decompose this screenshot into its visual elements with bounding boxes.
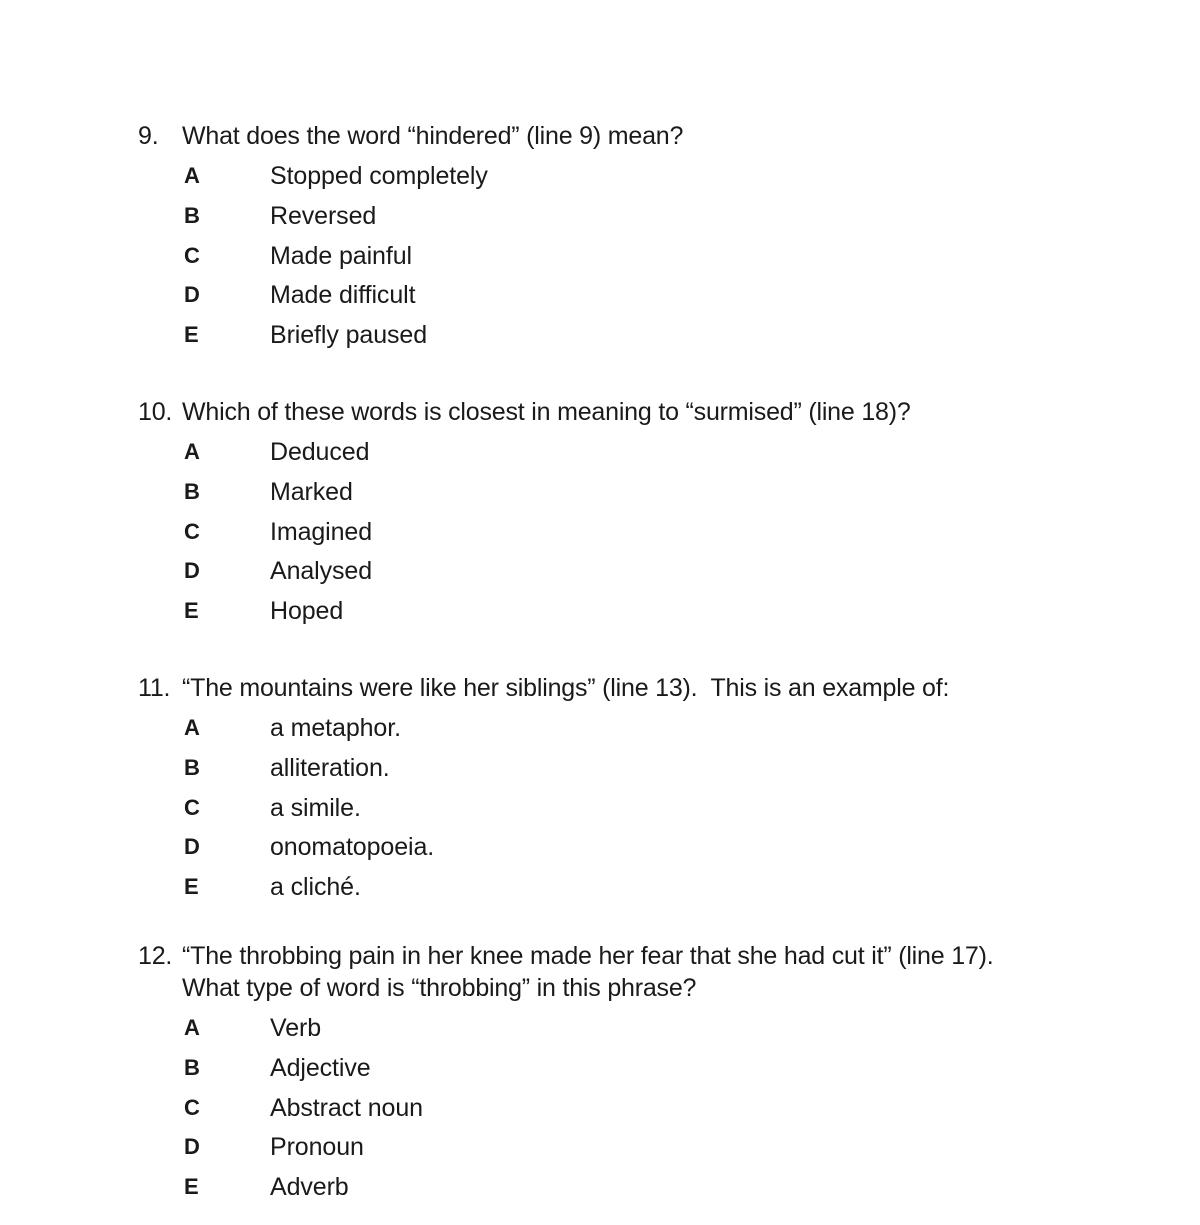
option-text: a simile. bbox=[270, 793, 361, 822]
answer-option-e[interactable] bbox=[138, 595, 1098, 635]
option-letter: B bbox=[184, 1054, 200, 1080]
option-letter: D bbox=[184, 834, 200, 860]
question-text: Which of these words is closest in meaning to “surmised” (line 18)? bbox=[182, 398, 911, 426]
question-number: 12. bbox=[138, 942, 173, 970]
question-number: 11. bbox=[138, 674, 171, 702]
question-stem bbox=[138, 672, 1098, 704]
option-letter: E bbox=[184, 1174, 199, 1199]
question-stem bbox=[138, 396, 1098, 428]
option-text: Marked bbox=[270, 477, 353, 506]
answer-option-e[interactable] bbox=[138, 871, 1098, 911]
option-letter: E bbox=[184, 322, 199, 347]
answer-option-d[interactable] bbox=[138, 279, 1098, 319]
option-text: Pronoun bbox=[270, 1133, 364, 1162]
answer-option-b[interactable] bbox=[138, 752, 1098, 792]
answer-option-d[interactable] bbox=[138, 555, 1098, 595]
question-10 bbox=[138, 396, 1098, 635]
option-text: Deduced bbox=[270, 438, 370, 466]
option-letter: B bbox=[184, 202, 200, 228]
answer-option-c[interactable] bbox=[138, 516, 1098, 556]
question-text-line-2: What type of word is “throbbing” in this phrase? bbox=[182, 974, 697, 1002]
option-letter: C bbox=[184, 794, 200, 820]
option-letter: D bbox=[184, 282, 200, 308]
question-stem bbox=[138, 120, 1098, 152]
option-letter: E bbox=[184, 598, 199, 623]
question-text: “The throbbing pain in her knee made her fear that she had cut it” (line 17). bbox=[182, 942, 994, 970]
option-text: Made difficult bbox=[270, 281, 416, 310]
question-stem bbox=[138, 940, 1098, 1004]
option-letter: B bbox=[184, 754, 200, 780]
option-text: Stopped completely bbox=[270, 162, 488, 190]
answer-option-e[interactable] bbox=[138, 319, 1098, 359]
option-letter: D bbox=[184, 1134, 200, 1160]
option-text: Adverb bbox=[270, 1173, 349, 1201]
option-letter: C bbox=[184, 518, 200, 544]
option-text: Analysed bbox=[270, 557, 373, 586]
question-11 bbox=[138, 672, 1098, 911]
answer-option-a[interactable] bbox=[138, 1012, 1098, 1052]
answer-options bbox=[138, 1012, 1098, 1211]
option-text: alliteration. bbox=[270, 753, 390, 782]
answer-options bbox=[138, 160, 1098, 359]
option-text: Adjective bbox=[270, 1053, 371, 1082]
question-text: “The mountains were like her siblings” (line 13). This is an example of: bbox=[182, 674, 950, 702]
option-letter: E bbox=[184, 874, 199, 899]
answer-option-a[interactable] bbox=[138, 436, 1098, 476]
question-number: 9. bbox=[138, 122, 159, 150]
option-text: Made painful bbox=[270, 241, 412, 270]
option-text: a metaphor. bbox=[270, 714, 401, 742]
option-letter: C bbox=[184, 242, 200, 268]
answer-option-d[interactable] bbox=[138, 1131, 1098, 1171]
option-letter: C bbox=[184, 1094, 200, 1120]
answer-option-e[interactable] bbox=[138, 1171, 1098, 1211]
option-text: Briefly paused bbox=[270, 321, 428, 349]
answer-option-b[interactable] bbox=[138, 1052, 1098, 1092]
answer-option-c[interactable] bbox=[138, 792, 1098, 832]
option-letter: A bbox=[184, 163, 200, 188]
question-9 bbox=[138, 120, 1098, 359]
option-letter: D bbox=[184, 558, 200, 584]
answer-options bbox=[138, 436, 1098, 635]
option-text: Reversed bbox=[270, 201, 377, 230]
option-text: Abstract noun bbox=[270, 1093, 423, 1122]
answer-options bbox=[138, 712, 1098, 911]
answer-option-b[interactable] bbox=[138, 476, 1098, 516]
option-letter: A bbox=[184, 439, 200, 464]
option-text: onomatopoeia. bbox=[270, 833, 435, 862]
answer-option-c[interactable] bbox=[138, 240, 1098, 280]
option-text: Imagined bbox=[270, 517, 373, 546]
option-text: Verb bbox=[270, 1014, 322, 1042]
answer-option-c[interactable] bbox=[138, 1092, 1098, 1132]
option-letter: B bbox=[184, 478, 200, 504]
answer-option-a[interactable] bbox=[138, 160, 1098, 200]
answer-option-a[interactable] bbox=[138, 712, 1098, 752]
question-12 bbox=[138, 940, 1098, 1211]
question-number: 10. bbox=[138, 398, 173, 426]
option-text: Hoped bbox=[270, 597, 344, 625]
question-text: What does the word “hindered” (line 9) mean? bbox=[182, 122, 684, 150]
answer-option-b[interactable] bbox=[138, 200, 1098, 240]
answer-option-d[interactable] bbox=[138, 831, 1098, 871]
option-letter: A bbox=[184, 715, 200, 740]
option-letter: A bbox=[184, 1015, 200, 1040]
option-text: a cliché. bbox=[270, 873, 361, 901]
